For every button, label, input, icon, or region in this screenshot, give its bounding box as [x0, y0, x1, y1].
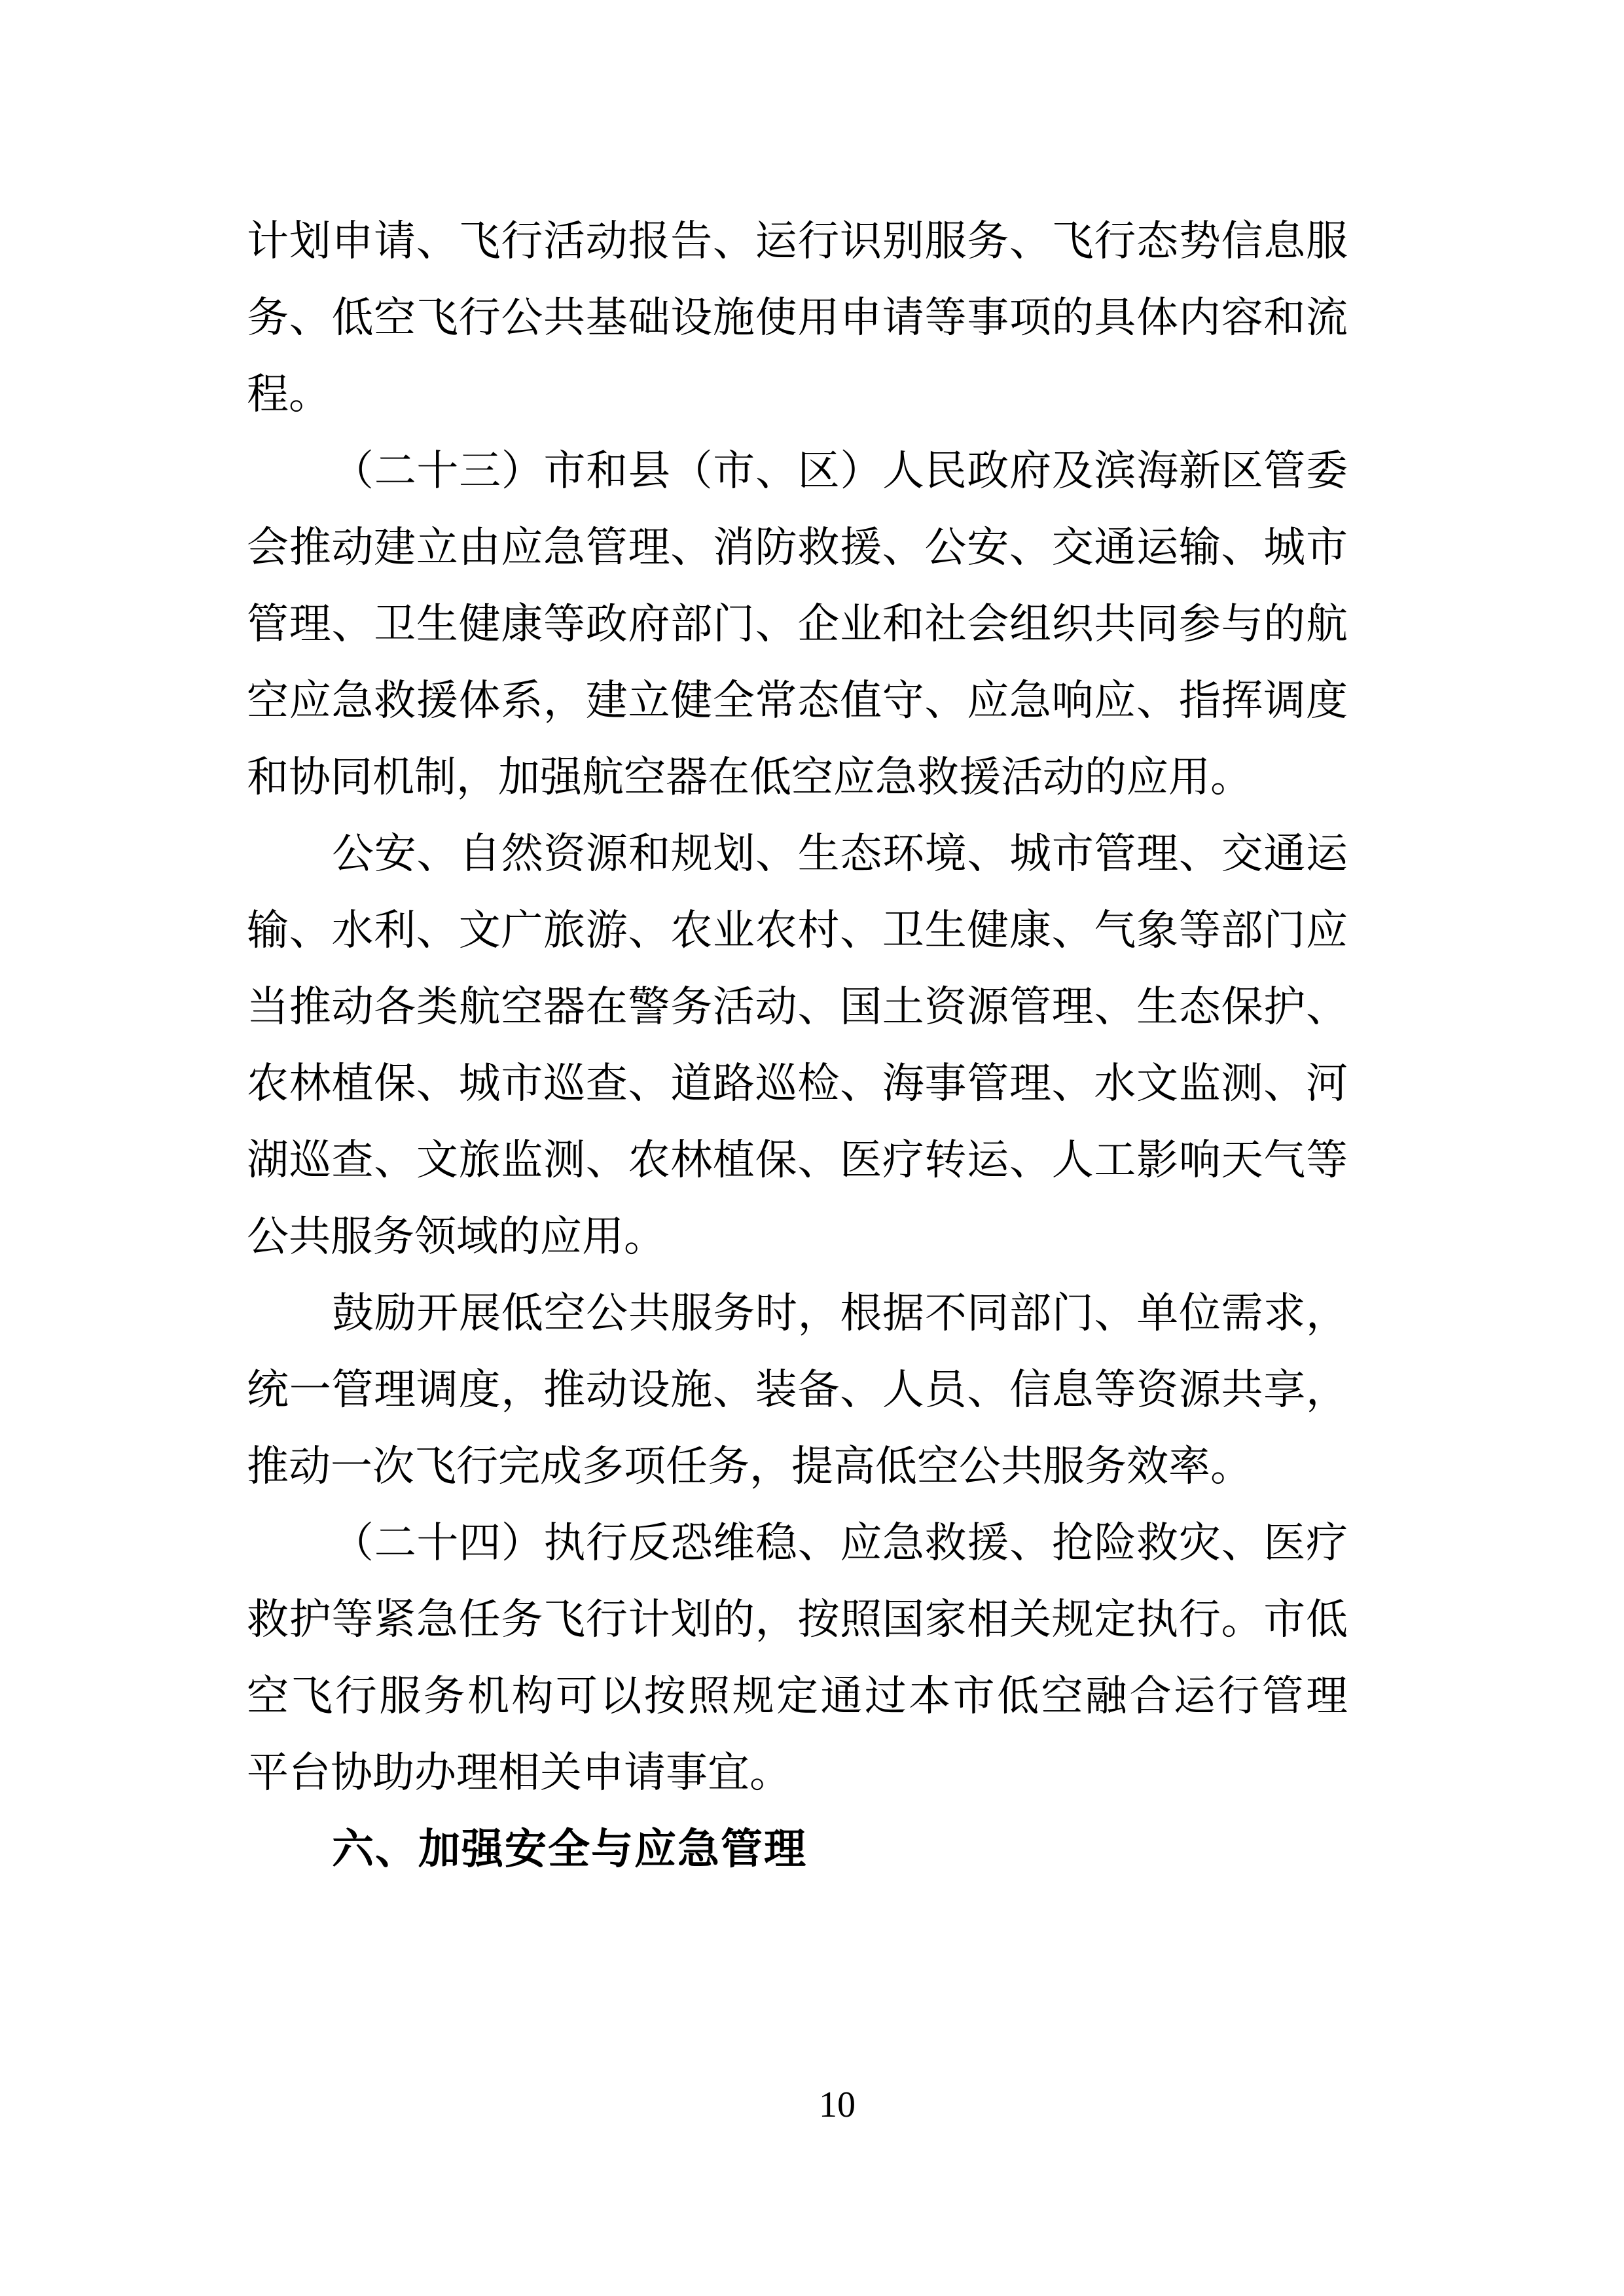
document-body: [247, 203, 1348, 1888]
body-line: 空飞行服务机构可以按照规定通过本市低空融合运行管理: [247, 1673, 1348, 1719]
body-line: 农林植保、城市巡查、道路巡检、海事管理、水文监测、河: [247, 1060, 1348, 1107]
body-line: 和协同机制，加强航空器在低空应急救援活动的应用。: [247, 754, 1252, 800]
body-line: 统一管理调度，推动设施、装备、人员、信息等资源共享，: [247, 1367, 1348, 1413]
body-line: 会推动建立由应急管理、消防救援、公安、交通运输、城市: [247, 524, 1348, 571]
body-line: 空应急救援体系，建立健全常态值守、应急响应、指挥调度: [247, 677, 1348, 724]
body-line: 鼓励开展低空公共服务时，根据不同部门、单位需求，: [332, 1290, 1348, 1336]
body-line: 程。: [247, 371, 331, 418]
body-line: 当推动各类航空器在警务活动、国土资源管理、生态保护、: [247, 984, 1348, 1030]
section-heading: 六、加强安全与应急管理: [332, 1825, 807, 1873]
body-line: 公共服务领域的应用。: [247, 1213, 666, 1260]
page-number: 10: [819, 2085, 856, 2125]
body-line: 湖巡查、文旅监测、农林植保、医疗转运、人工影响天气等: [247, 1137, 1348, 1183]
body-line: 计划申请、飞行活动报告、运行识别服务、飞行态势信息服: [247, 218, 1348, 264]
body-line: （二十四）执行反恐维稳、应急救援、抢险救灾、医疗: [332, 1520, 1348, 1566]
body-line: 管理、卫生健康等政府部门、企业和社会组织共同参与的航: [247, 601, 1348, 647]
body-line: 务、低空飞行公共基础设施使用申请等事项的具体内容和流: [247, 295, 1348, 341]
body-line: （二十三）市和县（市、区）人民政府及滨海新区管委: [332, 448, 1348, 494]
body-line: 推动一次飞行完成多项任务，提高低空公共服务效率。: [247, 1443, 1252, 1490]
body-line: 公安、自然资源和规划、生态环境、城市管理、交通运: [332, 831, 1348, 877]
body-line: 输、水利、文广旅游、农业农村、卫生健康、气象等部门应: [247, 907, 1348, 954]
body-line: 平台协助办理相关申请事宜。: [247, 1749, 791, 1796]
body-line: 救护等紧急任务飞行计划的，按照国家相关规定执行。市低: [247, 1596, 1348, 1643]
